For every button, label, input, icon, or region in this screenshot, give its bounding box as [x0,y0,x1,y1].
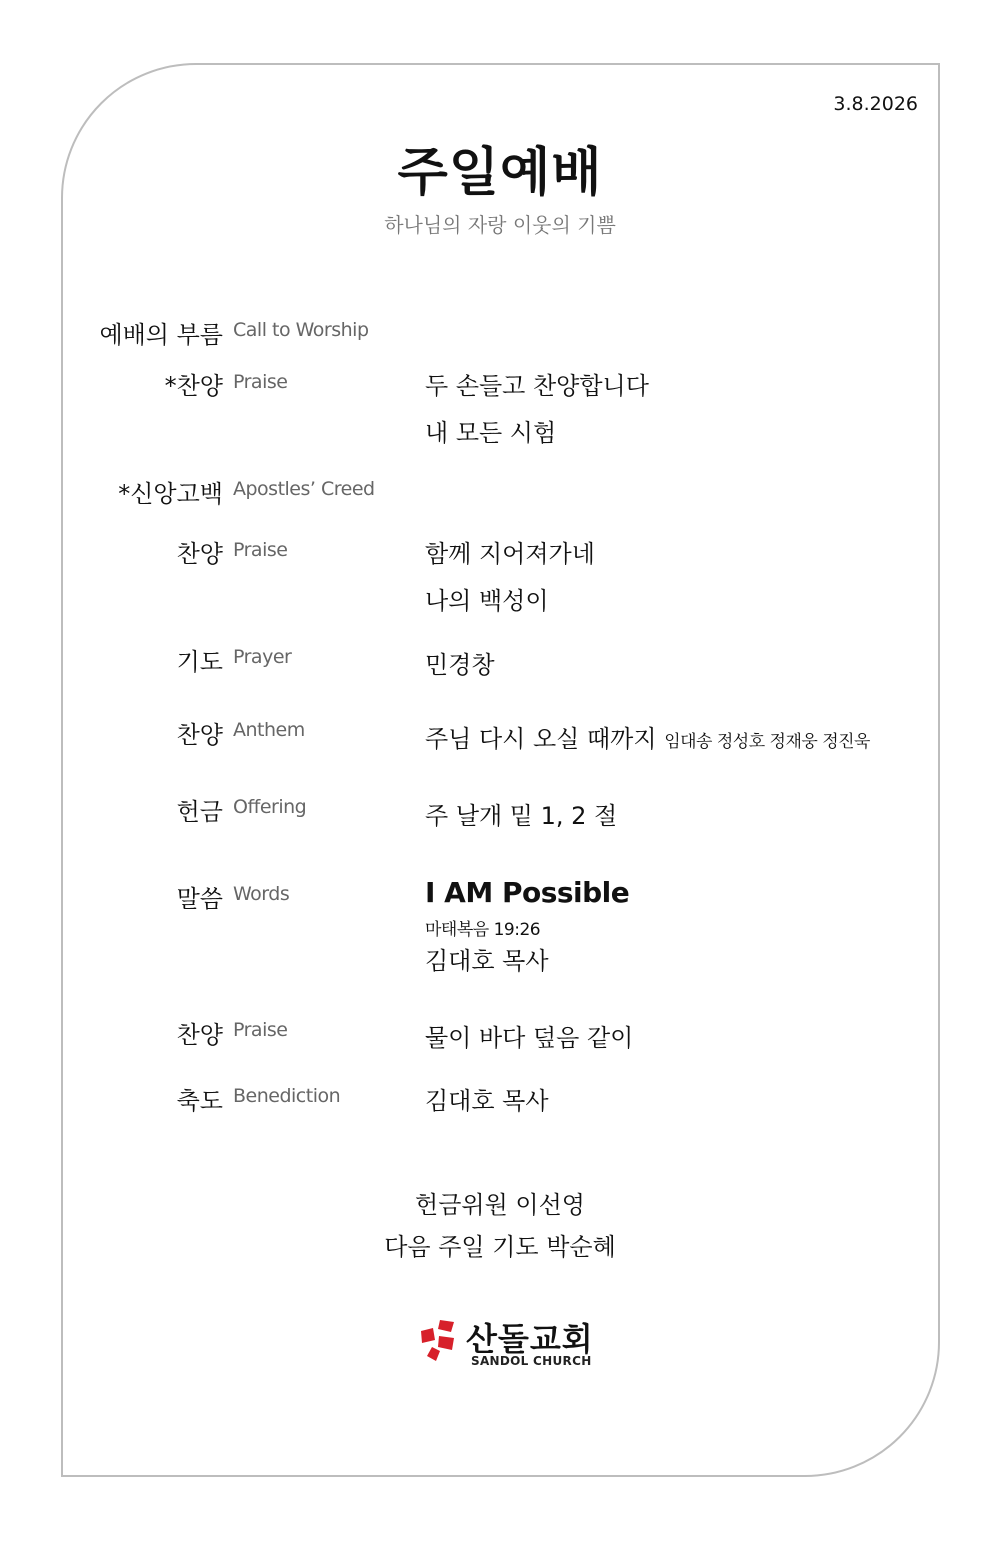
order-label-en-anthem: Anthem [233,719,305,741]
order-label-en-offering: Offering [233,796,307,818]
order-label-en-call-to-worship: Call to Worship [233,319,369,341]
order-label-anthem: 찬양 [176,721,223,749]
church-logo-mark-icon [418,1318,458,1362]
order-label-en-praise-2: Praise [233,539,288,561]
anthem-title: 주님 다시 오실 때까지 [425,725,657,753]
song-title: 함께 지어져가네 [425,540,595,568]
benediction-pastor: 김대호 목사 [425,1087,549,1115]
order-label-prayer: 기도 [176,648,223,676]
order-label-en-praise-1: Praise [233,371,288,393]
order-label-praise-1: *찬양 [164,372,223,400]
song-title: 나의 백성이 [425,587,549,615]
sermon-title: I AM Possible [425,876,630,909]
order-label-words: 말씀 [176,885,223,913]
order-label-benediction: 축도 [176,1087,223,1115]
song-title: 두 손들고 찬양합니다 [425,372,649,400]
bulletin-date: 3.8.2026 [833,93,918,115]
song-title: 내 모든 시험 [425,419,557,447]
order-label-en-praise-3: Praise [233,1019,288,1041]
church-name-kr: 산돌교회 [466,1320,594,1358]
page-frame [61,63,940,1477]
order-label-en-benediction: Benediction [233,1085,341,1107]
order-label-offering: 헌금 [176,798,223,826]
page-title: 주일예배 [397,143,603,203]
order-label-en-words: Words [233,883,290,905]
next-week-prayer: 다음 주일 기도 박순혜 [384,1233,616,1261]
anthem-row [425,719,870,754]
anthem-singers: 임대송 정성호 정재웅 정진욱 [664,732,870,752]
order-label-en-prayer: Prayer [233,646,292,668]
offering-committee: 헌금위원 이선영 [415,1191,585,1219]
order-label-praise-2: 찬양 [176,540,223,568]
order-label-creed: *신앙고백 [118,480,223,508]
prayer-leader: 민경창 [425,651,495,679]
preacher-name: 김대호 목사 [425,947,549,975]
page-subtitle: 하나님의 자랑 이웃의 기쁨 [384,213,616,237]
song-title: 물이 바다 덮음 같이 [425,1024,634,1052]
order-label-en-creed: Apostles’ Creed [233,478,375,500]
order-label-call-to-worship: 예배의 부름 [99,321,223,349]
church-name-en: SANDOL CHURCH [471,1354,592,1368]
order-label-praise-3: 찬양 [176,1021,223,1049]
church-logo [418,1316,594,1376]
offering-hymn: 주 날개 밑 1, 2 절 [425,802,618,830]
scripture-reference: 마태복음 19:26 [425,920,541,940]
